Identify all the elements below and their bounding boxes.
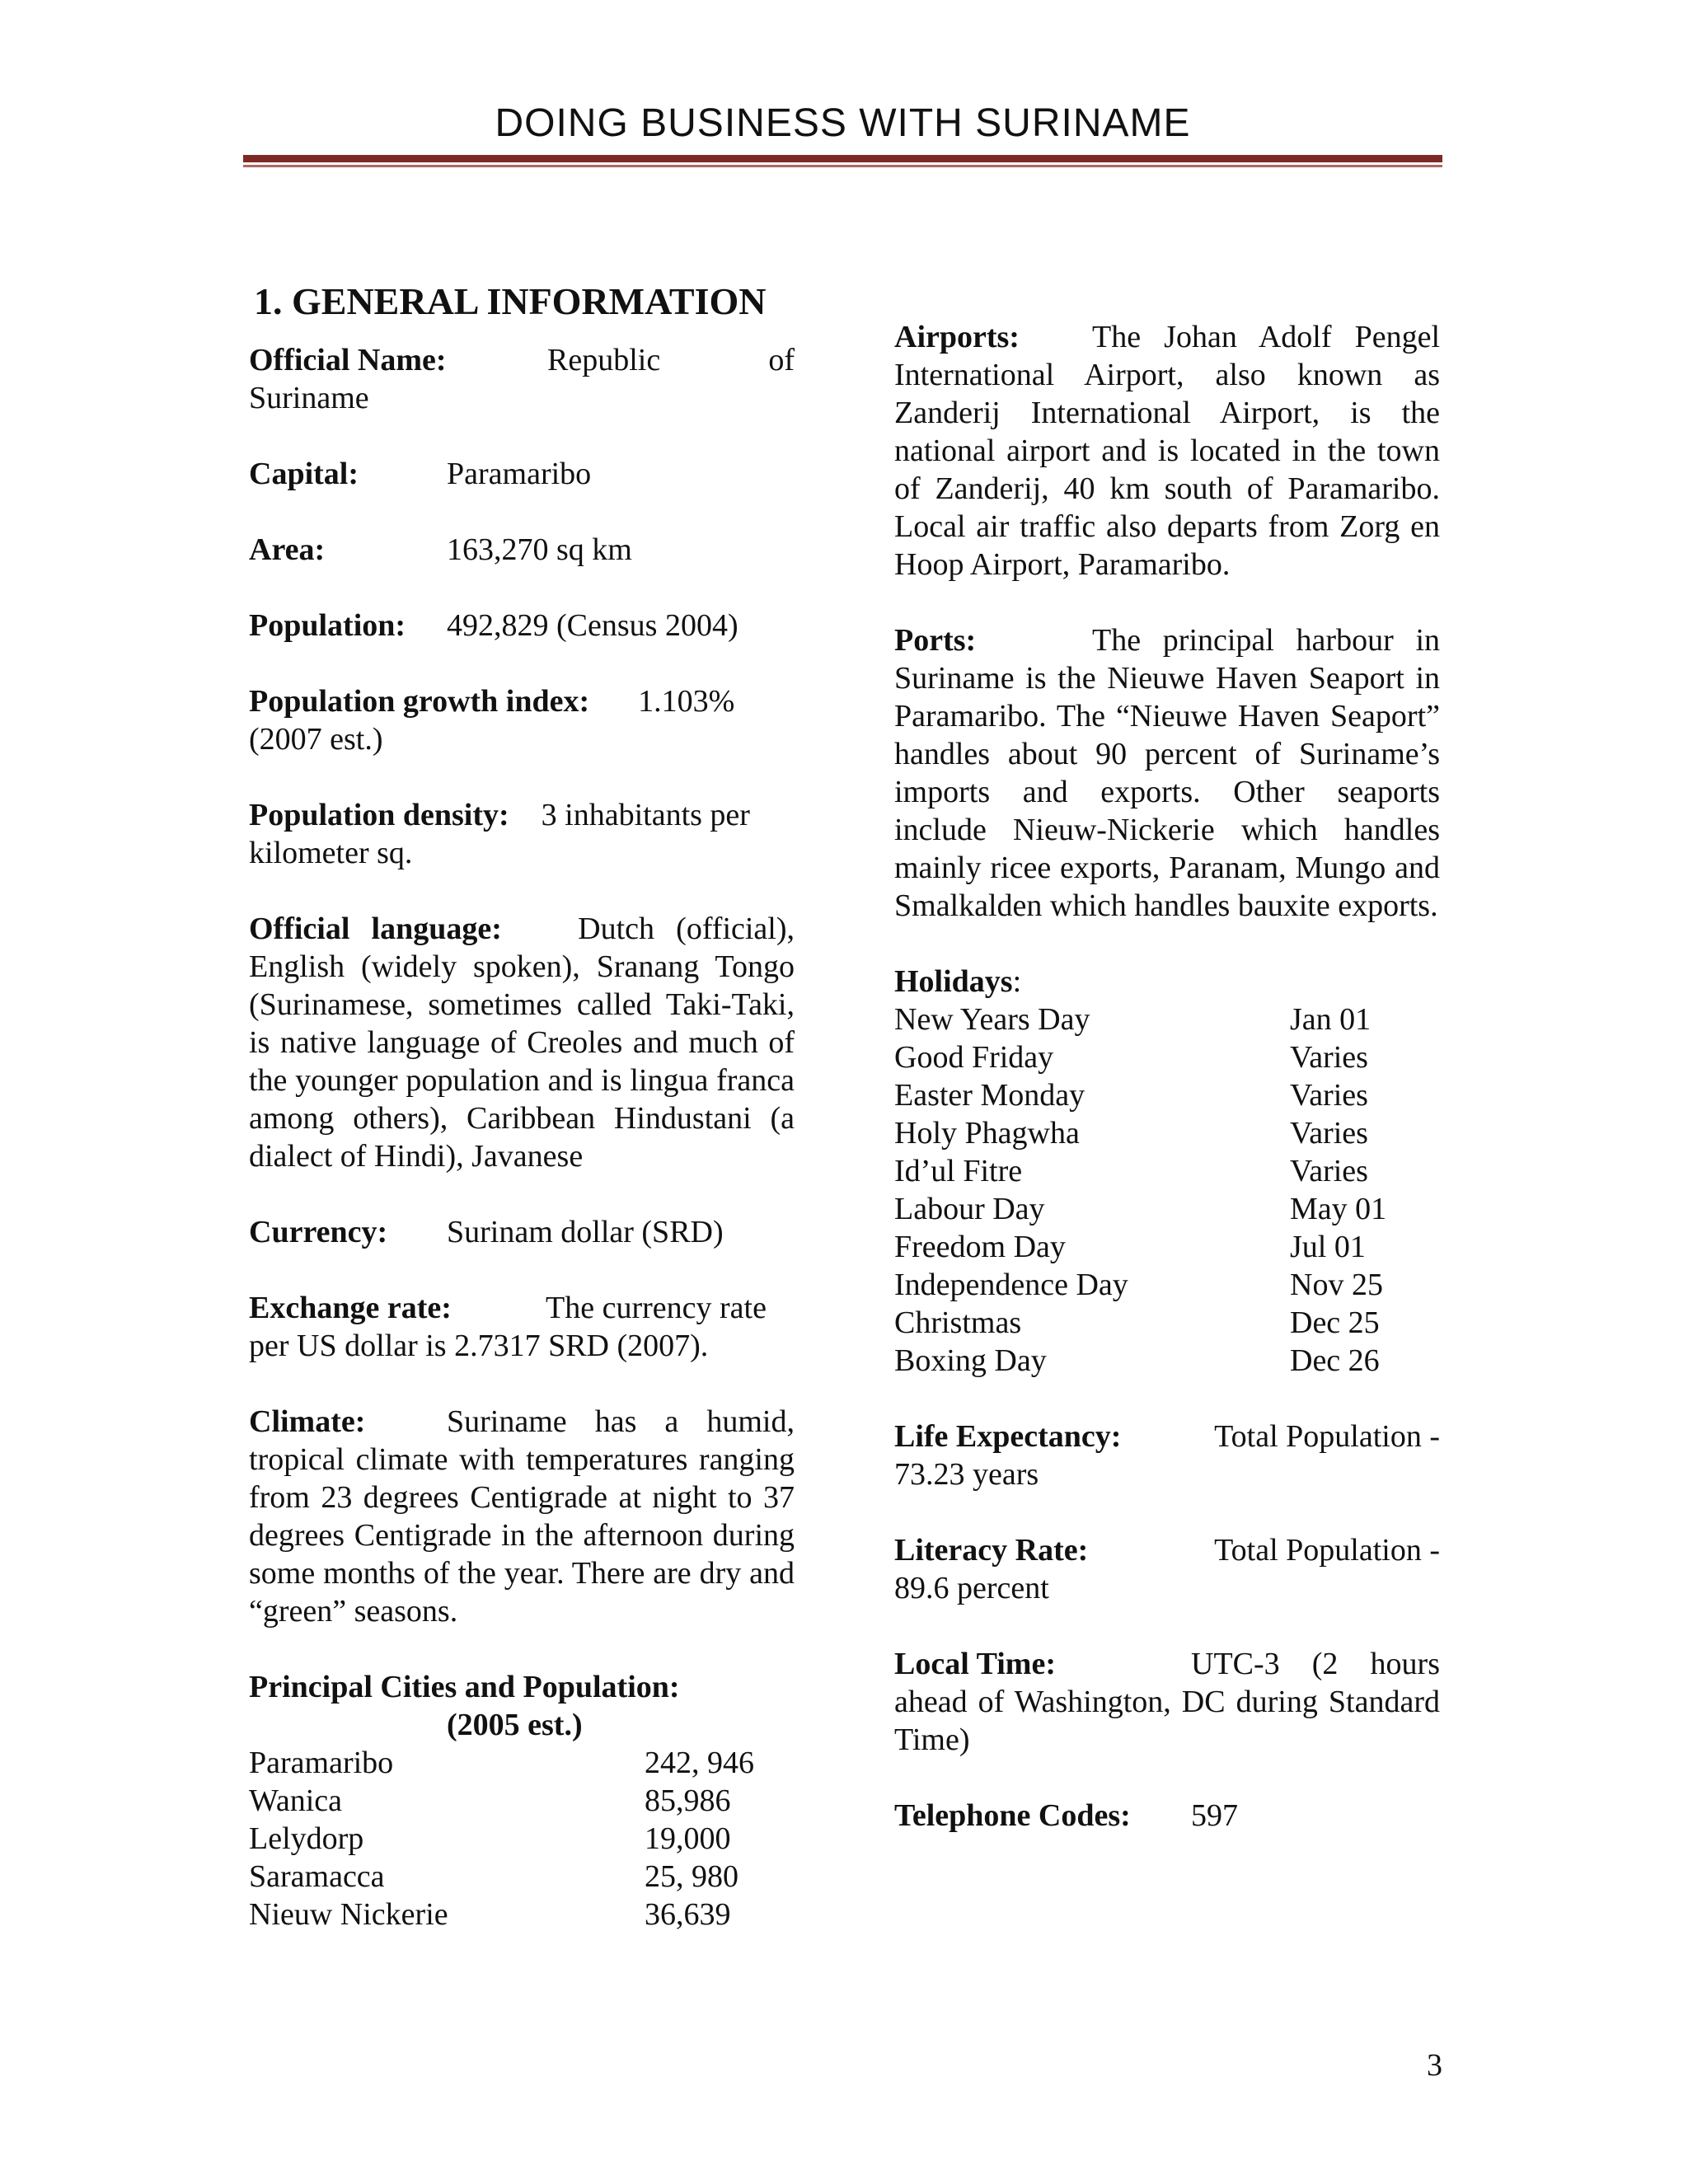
holiday-date: Dec 25 [1290, 1305, 1380, 1340]
ports-text: The principal harbour in Suriname is the Nieuwe Haven Seaport in Paramaribo. The “Nieuwe Haven Seaport” handles about 90 percent of Suriname’s imports and exports. Other seaports include Nieuw-Nickerie which handles mainly ricee exports, Paranam, Mungo and Smalkalden which handles bauxite exports. [894, 623, 1440, 923]
holiday-row [894, 1304, 1440, 1342]
city-population: 25, 980 [645, 1859, 738, 1894]
city-name: Wanica [249, 1783, 342, 1818]
holiday-name: Freedom Day [894, 1230, 1066, 1264]
official-name-value-part2: of [768, 343, 795, 377]
capital-value: Paramaribo [447, 457, 592, 491]
literacy-rate-label: Literacy Rate: [894, 1533, 1089, 1568]
airports-label: Airports: [894, 320, 1020, 354]
local-time-field [894, 1645, 1440, 1759]
life-expectancy-field [894, 1418, 1440, 1493]
page-number: 3 [1427, 2048, 1442, 2083]
city-population: 36,639 [645, 1897, 731, 1932]
holiday-date: Varies [1290, 1116, 1368, 1151]
literacy-rate-field [894, 1531, 1440, 1607]
telephone-codes-value: 597 [1191, 1798, 1238, 1833]
holiday-row [894, 1114, 1440, 1152]
holiday-row [894, 1038, 1440, 1076]
holiday-name: Holy Phagwha [894, 1116, 1080, 1151]
climate-text: Suriname has a humid, tropical climate with temperatures ranging from 23 degrees Centigrade at night to 37 degrees Centigrade in the afternoon during some months of the year. There are dry and “green” seasons. [249, 1404, 795, 1629]
capital-label: Capital: [249, 457, 359, 491]
cities-heading: Principal Cities and Population: [249, 1670, 680, 1704]
holiday-row [894, 1152, 1440, 1190]
city-population: 85,986 [645, 1783, 731, 1818]
life-expectancy-label: Life Expectancy: [894, 1419, 1122, 1454]
city-name: Paramaribo [249, 1746, 394, 1780]
city-population: 242, 946 [645, 1746, 754, 1780]
holidays-colon: : [1012, 964, 1022, 999]
currency-label: Currency: [249, 1215, 388, 1249]
holiday-date: Varies [1290, 1040, 1368, 1075]
city-name: Nieuw Nickerie [249, 1897, 448, 1932]
population-growth-field [249, 682, 795, 758]
telephone-codes-label: Telephone Codes: [894, 1798, 1131, 1833]
exchange-rate-label: Exchange rate: [249, 1291, 452, 1325]
capital-field [249, 455, 795, 493]
principal-cities-section [249, 1668, 795, 1933]
city-name: Saramacca [249, 1859, 385, 1894]
exchange-rate-value: The currency rate [546, 1291, 767, 1325]
city-name: Lelydorp [249, 1821, 364, 1856]
city-row [249, 1744, 795, 1782]
holiday-name: Christmas [894, 1305, 1022, 1340]
currency-field [249, 1213, 795, 1251]
holiday-date: Jul 01 [1290, 1230, 1366, 1264]
holiday-row [894, 1228, 1440, 1266]
holiday-row [894, 1266, 1440, 1304]
population-growth-label: Population growth index: [249, 684, 590, 719]
holiday-date: May 01 [1290, 1192, 1387, 1226]
official-name-label: Official Name: [249, 343, 447, 377]
holiday-name: New Years Day [894, 1002, 1090, 1037]
city-row [249, 1896, 795, 1933]
area-label: Area: [249, 532, 326, 567]
area-value: 163,270 sq km [447, 532, 632, 567]
city-row [249, 1820, 795, 1858]
life-expectancy-value: Total Population - [1214, 1419, 1440, 1454]
official-name-value-part3: Suriname [249, 381, 369, 415]
population-density-value-line2: kilometer sq. [249, 836, 413, 870]
holiday-name: Easter Monday [894, 1078, 1085, 1113]
population-growth-value: 1.103% [638, 684, 735, 719]
right-column [894, 318, 1440, 1872]
holiday-date: Jan 01 [1290, 1002, 1372, 1037]
section-heading: 1. GENERAL INFORMATION [254, 280, 767, 322]
city-row [249, 1858, 795, 1896]
official-language-text: Dutch (official), English (widely spoken), Sranang Tongo (Surinamese, sometimes called Taki-Taki, is native language of Creoles and much of the younger population and is lingua franca among others), Caribbean Hindustani (a dialect of Hindi), Javanese [249, 912, 795, 1174]
running-header-title: DOING BUSINESS WITH SURINAME [495, 101, 1191, 145]
holiday-date: Varies [1290, 1154, 1368, 1188]
official-language-label: Official language: [249, 912, 502, 946]
literacy-rate-value: Total Population - [1214, 1533, 1440, 1568]
population-density-field [249, 796, 795, 872]
holiday-name: Independence Day [894, 1268, 1128, 1302]
holidays-label: Holidays [894, 964, 1013, 999]
literacy-rate-value-line2: 89.6 percent [894, 1571, 1049, 1605]
population-label: Population: [249, 608, 406, 643]
official-name-field [249, 341, 795, 417]
airports-text: The Johan Adolf Pengel International Airport, also known as Zanderij International Airport, is the national airport and is located in the town of Zanderij, 40 km south of Paramaribo. Local air traffic also departs from Zorg en Hoop Airport, Paramaribo. [894, 320, 1440, 582]
holiday-name: Boxing Day [894, 1343, 1047, 1378]
holiday-name: Good Friday [894, 1040, 1054, 1075]
exchange-rate-field [249, 1289, 795, 1365]
holiday-date: Varies [1290, 1078, 1368, 1113]
header-rule-thick [243, 155, 1442, 162]
local-time-label: Local Time: [894, 1647, 1056, 1681]
local-time-text: UTC-3 (2 hours ahead of Washington, DC during Standard Time) [894, 1647, 1440, 1757]
holiday-name: Id’ul Fitre [894, 1154, 1023, 1188]
holiday-row [894, 1076, 1440, 1114]
city-row [249, 1782, 795, 1820]
population-density-value: 3 inhabitants per [541, 798, 750, 832]
holiday-date: Nov 25 [1290, 1268, 1383, 1302]
population-growth-value-line2: (2007 est.) [249, 722, 383, 757]
ports-label: Ports: [894, 623, 977, 658]
ports-field [894, 621, 1440, 925]
holiday-row [894, 1190, 1440, 1228]
holiday-row [894, 1001, 1440, 1038]
climate-label: Climate: [249, 1404, 366, 1439]
population-density-label: Population density: [249, 798, 509, 832]
left-column [249, 279, 795, 1933]
airports-field [894, 318, 1440, 583]
holiday-row [894, 1342, 1440, 1380]
population-value: 492,829 (Census 2004) [447, 608, 738, 643]
telephone-codes-field [894, 1797, 1440, 1835]
holiday-date: Dec 26 [1290, 1343, 1380, 1378]
exchange-rate-value-line2: per US dollar is 2.7317 SRD (2007). [249, 1329, 709, 1363]
holiday-name: Labour Day [894, 1192, 1045, 1226]
climate-field [249, 1403, 795, 1630]
official-language-field [249, 910, 795, 1175]
official-name-value-part1: Republic [547, 343, 661, 377]
holidays-section [894, 963, 1440, 1380]
city-population: 19,000 [645, 1821, 731, 1856]
header-rule-thin [243, 165, 1442, 167]
area-field [249, 531, 795, 569]
currency-value: Surinam dollar (SRD) [447, 1215, 724, 1249]
life-expectancy-value-line2: 73.23 years [894, 1457, 1039, 1492]
population-field [249, 607, 795, 644]
cities-subheading: (2005 est.) [447, 1708, 583, 1742]
